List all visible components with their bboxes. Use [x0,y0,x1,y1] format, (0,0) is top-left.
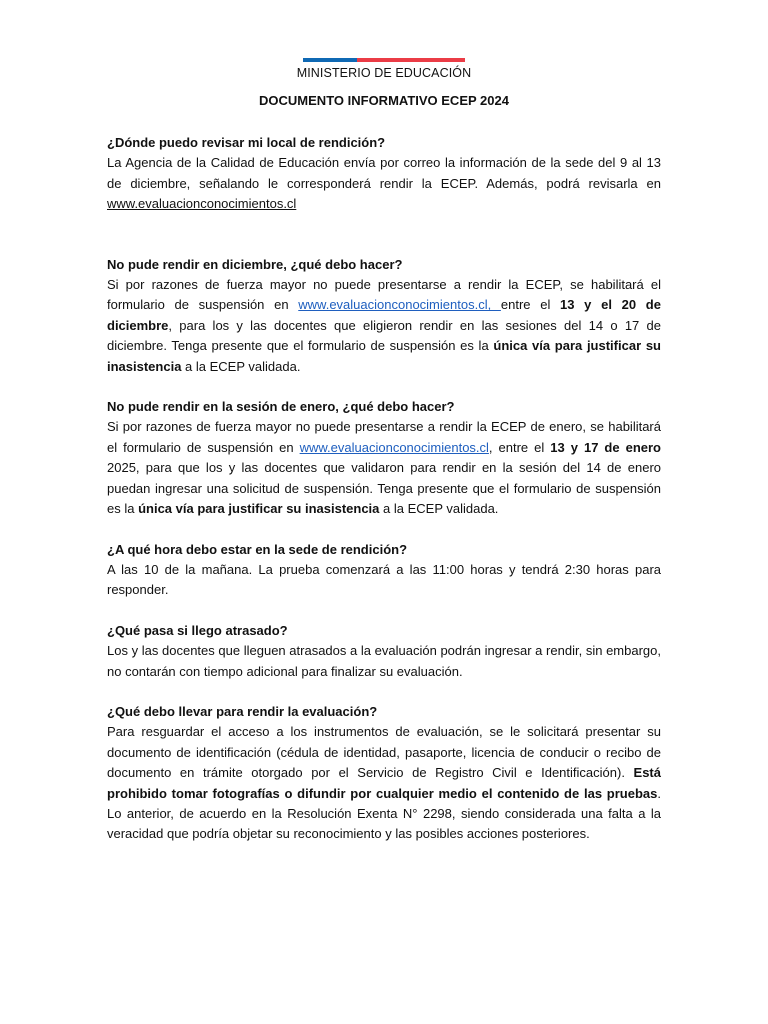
question-heading: ¿A qué hora debo estar en la sede de rendición? [107,541,408,557]
ministry-name: MINISTERIO DE EDUCACIÓN [296,66,472,80]
answer-paragraph: Los y las docentes que lleguen atrasados a la evaluación podrán ingresar a rendir, sin embargo, no contarán con tiempo adicional para finalizar su evaluación. [107,643,661,679]
answer-paragraph [107,417,661,519]
section-atrasado [107,621,661,682]
answer-text: Si por razones de fuerza mayor no puede presentarse a rendir la ECEP de enero, se habilitará el formulario de suspensión en [107,419,661,455]
section-diciembre [107,255,661,377]
answer-text: entre el [500,297,561,313]
answer-text: 2025, para que los y las docentes que validaron para rendir en la sesión del 14 de enero puedan ingresar una solicitud de suspensión. Tenga presente que el formulario de suspensión es la [107,460,661,517]
answer-paragraph [107,153,661,214]
evaluacion-link[interactable]: www.evaluacionconocimientos.cl [107,196,297,212]
document-title: DOCUMENTO INFORMATIVO ECEP 2024 [259,93,509,108]
section-hora [107,540,661,601]
answer-text: . Lo anterior, de acuerdo en la Resolución Exenta N° 2298, siendo considerada una falta a la veracidad que podría objetar su reconocimiento y las posibles acciones posteriores. [107,785,661,842]
answer-text: La Agencia de la Calidad de Educación envía por correo la información de la sede del 9 al 13 de diciembre, señalando le corresponderá rendir la ECEP. Además, podrá revisarla en [107,155,661,191]
section-local-rendicion [107,133,661,215]
document-body [107,133,661,845]
section-enero [107,397,661,519]
answer-paragraph [107,722,661,844]
answer-text: a la ECEP validada. [181,358,301,374]
answer-text: , para los y las docentes que eligieron rendir en las sesiones del 14 o 17 de diciembre. Tenga presente que el formulario de suspensión es la [107,317,661,354]
question-heading: No pude rendir en la sesión de enero, ¿qué debo hacer? [107,399,455,415]
evaluacion-link[interactable]: www.evaluacionconocimientos.cl, [298,297,501,313]
flag-bar [303,58,465,62]
answer-paragraph: A las 10 de la mañana. La prueba comenzará a las 11:00 horas y tendrá 2:30 horas para responder. [107,561,661,598]
answer-bold-text: única vía para justificar su inasistencia [138,501,380,517]
answer-text: , entre el [488,439,551,455]
question-heading: No pude rendir en diciembre, ¿qué debo hacer? [107,256,403,272]
flag-red-segment [357,58,465,62]
question-heading: ¿Qué pasa si llego atrasado? [107,622,288,638]
section-llevar [107,702,661,845]
answer-text: Si por razones de fuerza mayor no puede presentarse a rendir la ECEP, se habilitará el formulario de suspensión en [107,277,661,313]
answer-text: Para resguardar el acceso a los instrumentos de evaluación, se le solicitará presentar su documento de identificación (cédula de identidad, pasaporte, licencia de conducir o recibo de documento en trámite otorgado por el Servicio de Registro Civil e Identificación). [107,724,661,781]
flag-blue-segment [303,58,357,62]
evaluacion-link[interactable]: www.evaluacionconocimientos.cl [299,439,489,455]
answer-bold-text: única vía para justificar su inasistencia [107,338,661,374]
question-heading: ¿Dónde puedo revisar mi local de rendición? [107,135,386,150]
answer-text: a la ECEP validada. [379,501,499,517]
answer-bold-text: 13 y 17 de enero [550,439,661,455]
answer-bold-text: Está prohibido tomar fotografías o difundir por cualquier medio el contenido de las pruebas [107,765,661,801]
question-heading: ¿Qué debo llevar para rendir la evaluación? [107,703,378,719]
answer-bold-text: 13 y el 20 de diciembre [107,297,661,333]
ministry-header [0,58,768,80]
answer-paragraph [107,275,661,377]
